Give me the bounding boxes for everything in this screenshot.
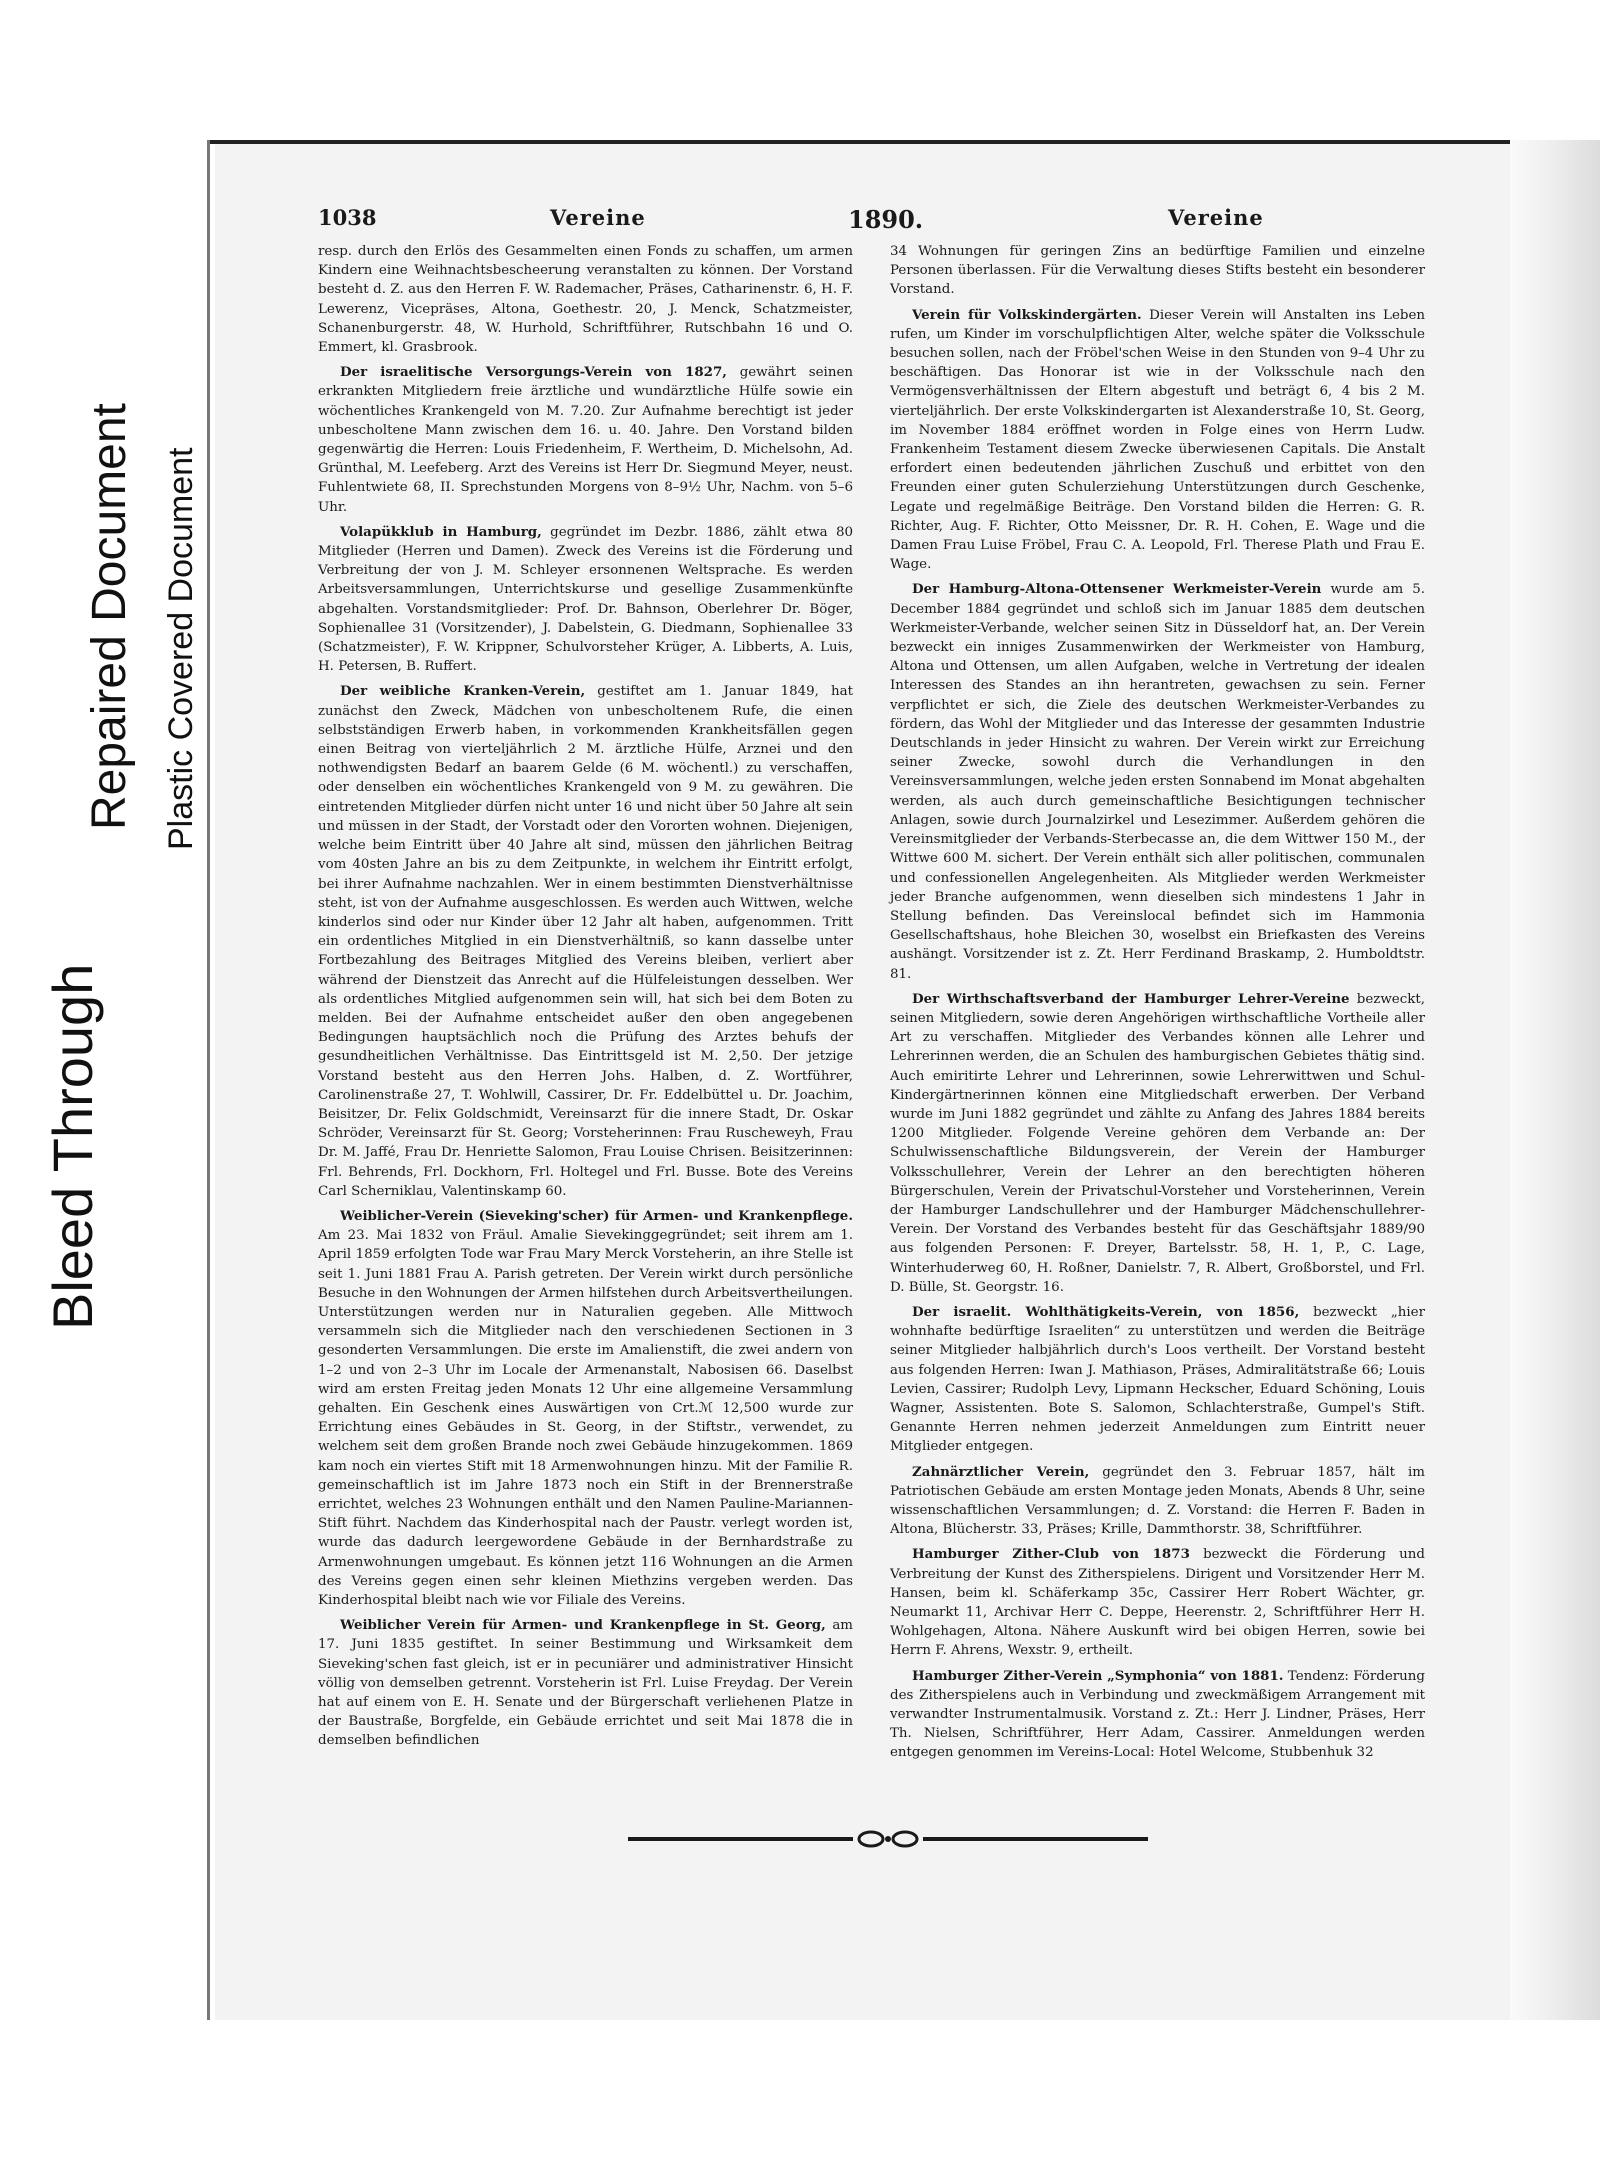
entry-paragraph: Der israelitische Versorgungs-Verein von 1827, gewährt seinen erkrankten Mitgliedern freie ärztliche und wundärztliche Hülfe sowie ein wöchentliches Krankengeld von M. 7.20. Zur Aufnahme berechtigt ist jeder unbescholtene Mann zwischen dem 16. u. 40. Jahre. Den Vorstand bilden gegenwärtig die Herren: Louis Friedenheim, F. Wertheim, D. Michelsohn, Ad. Grünthal, M. Leefeberg. Arzt des Vereins ist Herr Dr. Siegmund Meyer, neust. Fuhlentwiete 68, II. Sprechstunden Morgens von 8–9½ Uhr, Nachm. von 5–6 Uhr.	[318, 364, 853, 515]
entry-heading: Hamburger Zither-Club von 1873	[912, 1546, 1190, 1563]
left-text-column	[318, 242, 853, 1757]
entry-paragraph: Der Wirthschaftsverband der Hamburger Lehrer-Vereine bezweckt, seinen Mitgliedern, sowie deren Angehörigen wirthschaftliche Vortheile aller Art zu verschaffen. Mitglieder des Verbandes können alle Lehrer und Lehrerinnen werden, die an Schulen des hamburgischen Gebietes thätig sind. Auch emiritirte Lehrer und Lehrerinnen, sowie Lehrerwittwen und Schul-Kindergärtnerinnen können eine Mitgliedschaft erwerben. Der Verband wurde im Juni 1882 gegründet und zählte zu Anfang des Jahres 1884 bereits 1200 Mitglieder. Folgende Vereine gehören dem Verbande an: Der Schulwissenschaftliche Bildungsverein, der Verein der Hamburger Volksschullehrer, Verein der Lehrer an den berechtigten höheren Bürgerschulen, Verein der Privatschul-Vorsteher und Vorsteherinnen, Verein der Hamburger Landschullehrer und der Hamburger Mädchenschullehrer-Verein. Der Vorstand des Verbandes besteht für das Geschäftsjahr 1889/90 aus folgenden Personen: F. Dreyer, Bartelsstr. 58, H. 1, P., C. Lage, Winterhuderweg 60, H. Roßner, Danielstr. 7, R. Albert, Großborstel, und Frl. D. Bülle, St. Georgstr. 16.	[890, 990, 1425, 1295]
entry-heading: Weiblicher-Verein (Sieveking'scher) für Armen- und Krankenpflege.	[340, 1207, 853, 1224]
entry-heading: Zahnärztlicher Verein,	[912, 1463, 1090, 1480]
entry-paragraph: Zahnärztlicher Verein, gegründet den 3. Februar 1857, hält im Patriotischen Gebäude am ersten Montage jeden Monats, Abends 8 Uhr, seine wissenschaftlichen Versammlungen; d. Z. Vorstand: die Herren F. Baden in Altona, Blücherstr. 33, Präses; Krille, Dammthorstr. 38, Schriftführer.	[890, 1463, 1425, 1538]
entry-heading: Der Hamburg-Altona-Ottensener Werkmeister-Verein	[912, 581, 1322, 598]
end-ornament-icon	[628, 1824, 1148, 1854]
page-frame-left-edge	[207, 140, 210, 2020]
entry-paragraph: Der Hamburg-Altona-Ottensener Werkmeister-Verein wurde am 5. December 1884 gegründet und schloß sich im Januar 1885 dem deutschen Werkmeister-Verbande, welcher seinen Sitz in Düsseldorf hat, an. Der Verein bezweckt ein inniges Zusammenwirken der Werkmeister von Hamburg, Altona und Ottensen, um allen Aufgaben, welche in Vertretung der idealen Interessen des Standes an ihn herantreten, gewachsen zu sein. Ferner verpflichtet er sich, die Ziele des deutschen Werkmeister-Verbandes zu fördern, das Wohl der Mitglieder und das Interesse der gesammten Industrie Deutschlands in jeder Hinsicht zu wahren. Der Verein wirkt zur Erreichung seiner Zwecke, sowohl durch die Verhandlungen in den Vereinsversammlungen, welche jeden ersten Sonnabend im Monat abgehalten werden, als auch durch gemeinschaftliche Besichtigungen technischer Anlagen, sowie durch Journalzirkel und Lesezimmer. Außerdem gehören die Vereinsmitglieder der Verbands-Sterbecasse an, die dem Wittwer 150 M., der Wittwe 600 M. sichert. Der Verein enthält sich aller politischen, communalen und confessionellen Angelegenheiten. Als Mitglieder werden Werkmeister jeder Branche aufgenommen, wenn dieselben sich mindestens 1 Jahr in Stellung befinden. Das Vereinslocal befindet sich im Hammonia Gesellschaftshaus, hohe Bleichen 30, woselbst ein Briefkasten des Vereins aushängt. Vorsitzender ist z. Zt. Herr Ferdinand Braskamp, 2. Humboldtstr. 81.	[890, 581, 1425, 982]
header-right-title: Vereine	[1168, 205, 1264, 230]
side-annotation-area	[0, 0, 220, 2177]
entry-paragraph: Hamburger Zither-Verein „Symphonia“ von 1881. Tendenz: Förderung des Zitherspielens auch in Verbindung und zweckmäßigem Arrangement mit verwandter Instrumentalmusik. Vorstand z. Zt.: Herr J. Lindner, Präses, Herr Th. Nielsen, Schriftführer, Herr Adam, Cassirer. Anmeldungen werden entgegen genommen im Vereins-Local: Hotel Welcome, Stubbenhuk 32	[890, 1667, 1425, 1761]
running-header	[318, 205, 1473, 235]
page-number: 1038	[318, 205, 377, 230]
entry-heading: Verein für Volkskindergärten.	[912, 306, 1142, 323]
header-left-title: Vereine	[550, 205, 646, 230]
entry-heading: Der israelitische Versorgungs-Verein von 1827,	[340, 364, 727, 381]
entry-paragraph: Verein für Volkskindergärten. Dieser Verein will Anstalten ins Leben rufen, um Kinder im vorschulpflichtigen Alter, welche später die Volksschule besuchen sollen, nach der Fröbel'schen Weise in den Stunden von 9–4 Uhr zu beschäftigen. Das Honorar ist wie in der Volksschule nach den Vermögensverhältnissen der Eltern abgestuft und beträgt 6, 4 bis 2 M. vierteljährlich. Der erste Volkskindergarten ist Alexanderstraße 10, St. Georg, im November 1884 eröffnet worden in Folge eines von Herrn Ludw. Frankenheim Testament diesem Zwecke überwiesenen Capitals. Die Anstalt erfordert einen bedeutenden jährlichen Zuschuß und erbittet von den Freunden einer guten Schulerziehung Unterstützungen durch Geschenke, Legate und regelmäßige Beiträge. Den Vorstand bilden die Herren: G. R. Richter, Aug. F. Richter, Otto Meissner, Dr. R. H. Cohen, E. Wage und die Damen Frau Luise Fröbel, Frau C. A. Leopold, Frl. Therese Plath und Frau E. Wage.	[890, 306, 1425, 573]
entry-paragraph: Der israelit. Wohlthätigkeits-Verein, von 1856, bezweckt „hier wohnhafte bedürftige Israeliten“ zu unterstützen und werden die Beiträge seiner Mitglieder halbjährlich durch's Loos vertheilt. Der Vorstand besteht aus folgenden Herren: Iwan J. Mathiason, Präses, Admiralitätstraße 66; Louis Levien, Cassirer; Rudolph Levy, Lipmann Heckscher, Eduard Schöning, Louis Wagner, Assistenten. Bote S. Salomon, Schlachterstraße, Gumpel's Stift. Genannte Herren nehmen jederzeit Anmeldungen zum Eintritt neuer Mitglieder entgegen.	[890, 1303, 1425, 1455]
header-year: 1890.	[848, 205, 924, 234]
entry-heading: Der israelit. Wohlthätigkeits-Verein, von 1856,	[912, 1303, 1300, 1320]
entry-heading: Volapükklub in Hamburg,	[340, 523, 542, 540]
entry-paragraph: resp. durch den Erlös des Gesammelten einen Fonds zu schaffen, um armen Kindern eine Weihnachtsbescheerung veranstalten zu können. Der Vorstand besteht d. Z. aus den Herren F. W. Rademacher, Präses, Catharinenstr. 6, H. F. Lewerenz, Vicepräses, Altona, Goethestr. 20, J. Menck, Schatzmeister, Schanenburgerstr. 48, W. Hurhold, Schriftführer, Rutschbahn 16 und O. Emmert, kl. Grasbrook.	[318, 244, 853, 356]
entry-paragraph: Weiblicher-Verein (Sieveking'scher) für Armen- und Krankenpflege. Am 23. Mai 1832 von Fräul. Amalie Sievekinggegründet; seit ihrem am 1. April 1859 erfolgten Tode war Frau Mary Merck Vorsteherin, an ihre Stelle ist seit 1. Juni 1881 Frau A. Parish getreten. Der Verein wirkt durch persönliche Besuche in den Wohnungen der Armen hilfstehen durch Arbeitsvertheilungen. Unterstützungen werden nur in Naturalien gegeben. Alle Mittwoch versammeln sich die Mitglieder nach den verschiedenen Sectionen in 3 gesonderten Versammlungen. Die erste im Amalienstift, die zwei andern von 1–2 und von 2–3 Uhr im Locale der Armenanstalt, Nabosisen 66. Daselbst wird am ersten Freitag jeden Monats 12 Uhr eine allgemeine Versammlung gehalten. Ein Geschenk eines Auswärtigen von Crt.ℳ 12,500 wurde zur Errichtung eines Gebäudes in St. Georg, in der Stiftstr., verwendet, zu welchem seit dem großen Brande noch zwei Gebäude hinzugekommen. 1869 kam noch ein viertes Stift mit 18 Armenwohnungen hinzu. Mit der Familie R. gemeinschaftlich ist im Jahre 1873 noch ein Stift in der Brennerstraße errichtet, welches 23 Wohnungen enthält und den Namen Pauline-Mariannen-Stift führt. Nachdem das Kinderhospital nach der Paustr. verlegt worden ist, wurde das dadurch leergewordene Gebäude in der Bernhardstraße zu Armenwohnungen umgebaut. Es können jetzt 116 Wohnungen an die Armen des Vereins gegen einen sehr kleinen Miethzins vergeben werden. Das Kinderhospital bleibt nach wie vor Filiale des Vereins.	[318, 1207, 853, 1609]
entry-heading: Hamburger Zither-Verein „Symphonia“ von 1881.	[912, 1667, 1284, 1684]
entry-heading: Der weibliche Kranken-Verein,	[340, 683, 586, 700]
right-text-column	[890, 242, 1425, 1769]
entry-heading: Weiblicher Verein für Armen- und Krankenpflege in St. Georg,	[340, 1617, 826, 1634]
entry-paragraph: Hamburger Zither-Club von 1873 bezweckt die Förderung und Verbreitung der Kunst des Zitherspielens. Dirigent und Vorsitzender Herr M. Hansen, beim kl. Schäferkamp 35c, Cassirer Herr Robert Wächter, gr. Neumarkt 11, Archivar Herr C. Deppe, Heerenstr. 2, Schriftführer Herr H. Wohlgehagen, Altona. Nähere Auskunft wird bei obigen Herren, sowie bei Herrn F. Ahrens, Wexstr. 9, ertheilt.	[890, 1546, 1425, 1659]
entry-paragraph: 34 Wohnungen für geringen Zins an bedürftige Familien und einzelne Personen überlassen. Für die Verwaltung dieses Stifts besteht ein besonderer Vorstand.	[890, 244, 1425, 298]
plastic-covered-label: Plastic Covered Document	[162, 447, 200, 850]
entry-paragraph: Volapükklub in Hamburg, gegründet im Dezbr. 1886, zählt etwa 80 Mitglieder (Herren und Damen). Zweck des Vereins ist die Förderung und Verbreitung der von J. M. Schleyer ersonnenen Weltsprache. Es werden Arbeitsversammlungen, Unterrichtskurse und gesellige Zusammenkünfte abgehalten. Vorstandsmitglieder: Prof. Dr. Bahnson, Oberlehrer Dr. Böger, Sophienallee 31 (Vorsitzender), J. Dabelstein, G. Diedmann, Sophienallee 33 (Schatzmeister), F. W. Krippner, Schulvorsteher Krüger, A. Libberts, A. Luis, H. Petersen, B. Ruffert.	[318, 523, 853, 675]
entry-paragraph: Weiblicher Verein für Armen- und Krankenpflege in St. Georg, am 17. Juni 1835 gestiftet. In seiner Bestimmung und Wirksamkeit dem Sieveking'schen fast gleich, ist er in pecuniärer und administrativer Hinsicht völlig von demselben getrennt. Vorsteherin ist Frl. Luise Freydag. Der Verein hat auf einem von E. H. Senate und der Bürgerschaft verliehenen Platze in der Baustraße, Borgfelde, ein Gebäude errichtet und seit Mai 1878 die in demselben befindlichen	[318, 1617, 853, 1749]
repaired-document-label: Repaired Document	[83, 403, 136, 830]
page-right-strip	[1510, 140, 1600, 2020]
entry-paragraph: Der weibliche Kranken-Verein, gestiftet am 1. Januar 1849, hat zunächst den Zweck, Mädchen von unbescholtenem Rufe, die einen selbstständigen Erwerb haben, in vorkommenden Krankheitsfällen gegen einen Beitrag von vierteljährlich 2 M. ärztliche Hülfe, Arznei und den nothwendigsten Bedarf an baarem Gelde (6 M. wöchentl.) zu verschaffen, oder denselben ein wöchentliches Krankengeld von 9 M. zu gewähren. Die eintretenden Mitglieder dürfen nicht unter 16 und nicht über 50 Jahre alt sein und müssen in der Stadt, der Vorstadt oder den Vororten wohnen. Diejenigen, welche beim Eintritt über 40 Jahre alt sind, müssen den jährlichen Beitrag vom 40sten Jahre an bis zu dem Zeitpunkte, in welchem ihr Eintritt erfolgt, bei ihrer Aufnahme nachzahlen. Wer in einem bestimmten Dienstverhältnisse steht, ist von der Aufnahme ausgeschlossen. Es werden auch Wittwen, welche kinderlos sind oder nur Kinder über 12 Jahr alt haben, aufgenommen. Tritt ein ordentliches Mitglied in ein Dienstverhältniß, so kann dasselbe unter Fortbezahlung des Beitrages Mitglied des Vereins bleiben, verliert aber während der Dienstzeit das Anrecht auf die Hülfeleistungen desselben. Wer als ordentliches Mitglied aufgenommen sein will, hat sich bei dem Boten zu melden. Bei der Aufnahme entscheidet außer den oben angegebenen Bedingungen hauptsächlich noch die Prüfung des Arztes behufs der gesundheitlichen Verhältnisse. Das Eintrittsgeld ist M. 2,50. Der jetzige Vorstand besteht aus den Herren Johs. Halben, d. Z. Wortführer, Carolinenstraße 27, T. Wohlwill, Cassirer, Dr. Fr. Eddelbüttel u. Dr. Joachim, Beisitzer, Dr. Felix Goldschmidt, Vereinsarzt für die innere Stadt, Dr. Oskar Schröder, Vereinsarzt für St. Georg; Vorsteherinnen: Frau Ruscheweyh, Frau Dr. M. Jaffé, Frau Dr. Henriette Salomon, Frau Louise Chrisen. Beisitzerinnen: Frl. Behrends, Frl. Dockhorn, Frl. Holtegel und Frl. Busse. Bote des Vereins Carl Scherniklau, Valentinskamp 60.	[318, 683, 853, 1199]
bleed-through-label: Bleed Through	[41, 963, 104, 1330]
entry-heading: Der Wirthschaftsverband der Hamburger Lehrer-Vereine	[912, 990, 1350, 1007]
